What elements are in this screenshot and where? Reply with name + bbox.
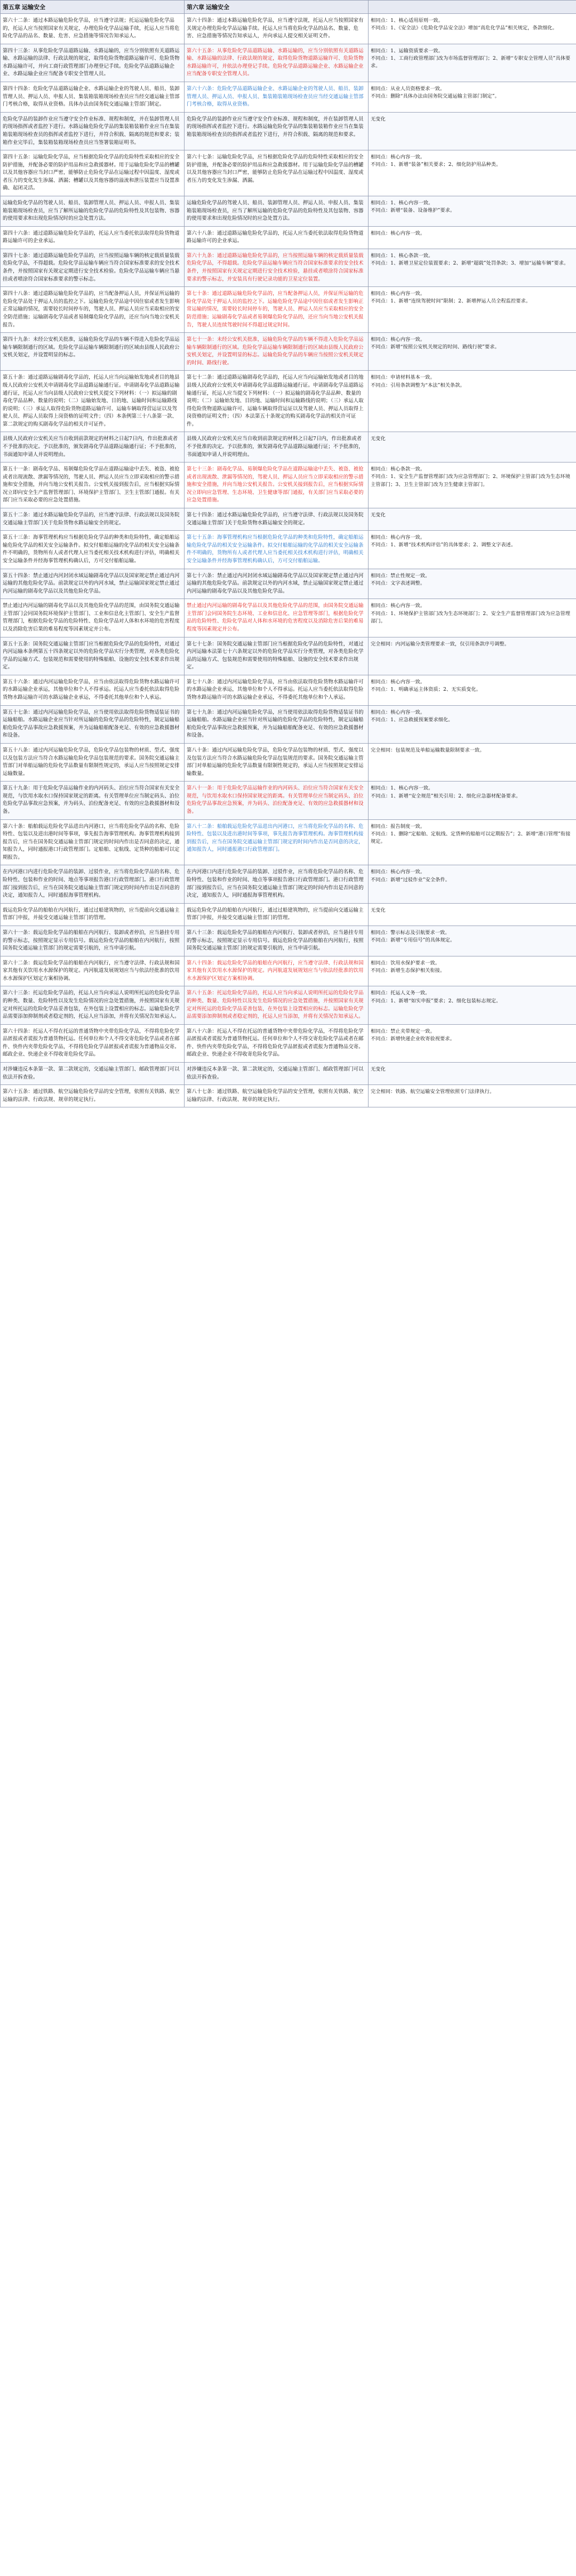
table-row xyxy=(1,508,576,531)
old-article-cell: 运输危险化学品的驾驶人员、船员、装卸管理人员、押运人员、申报人员、集装箱装箱现场检查员，应当了解所运输的危险化学品的危险特性及其包装物、容器的使用要求和出现危险情况时的应急处置方法。 xyxy=(1,196,185,226)
comparison-note-cell: 相同点：饮用水保护要求一致。 不同点：新增生态保护相关衔接。 xyxy=(369,956,576,986)
table-row xyxy=(1,637,576,675)
table-row xyxy=(1,819,576,865)
new-article-cell: 对涉嫌违反本条第一款、第二款规定的，交通运输主管部门、邮政管理部门可以依法开拆查验。 xyxy=(185,1063,369,1085)
table-row xyxy=(1,743,576,781)
old-article-cell: 第四十四条：危险化学品道路运输企业、水路运输企业的驾驶人员、船员、装卸管理人员、押运人员、申报人员、集装箱装箱现场检查员应当经交通运输主管部门考核合格，取得从业资格。具体办法由国务院交通运输主管部门制定。 xyxy=(1,82,185,113)
comparison-note-cell: 相同点：从业人员资格要求一致。 不同点：删除“具体办法由国务院交通运输主管部门制定”。 xyxy=(369,82,576,113)
new-article-cell: 第八十三条：载运危险化学品的船舶在内河航行、装卸或者停泊，应当悬挂专用的警示标志，按照规定显示专用信号。载运危险化学品的船舶在内河航行，按照国务院交通运输主管部门的规定需要引航的，应当申请引航。 xyxy=(185,926,369,956)
header-notes xyxy=(369,1,576,14)
table-row xyxy=(1,956,576,986)
old-article-cell: 第六十一条：载运危险化学品的船舶在内河航行、装卸或者停泊，应当悬挂专用的警示标志，按照规定显示专用信号。载运危险化学品的船舶在内河航行，按照国务院交通运输主管部门的规定需要引航的，应当申请引航。 xyxy=(1,926,185,956)
old-article-cell: 第四十七条：通过道路运输危险化学品的，应当按照运输车辆的核定载质量装载危险化学品，不得超载。危险化学品运输车辆应当符合国家标准要求的安全技术条件，并按照国家有关规定定期进行安全技术检验。危险化学品运输车辆应当悬挂或者喷涂符合国家标准要求的警示标志。 xyxy=(1,249,185,286)
new-article-cell: 在内河港口内进行危险化学品的装卸、过驳作业，应当将危险化学品的名称、危险特性、包装和作业的时间、地点等事项报告港口行政管理部门。港口行政管理部门接到报告后，应当在国务院交通运输主管部门规定的时间内作出是否同意的决定，通知报告人，同时通报海事管理机构。 xyxy=(185,865,369,903)
old-article-cell: 第六十三条：托运危险化学品的，托运人应当向承运人说明所托运的危险化学品的种类、数量、危险特性以及发生危险情况的应急处置措施，并按照国家有关规定对所托运的危险化学品妥善包装，在外包装上设置相应的标志。运输危险化学品需要添加抑制剂或者稳定剂的，托运人应当添加，并将有关情况告知承运人。 xyxy=(1,986,185,1024)
old-article-cell: 第六十条：船舶载运危险化学品进出内河港口，应当将危险化学品的名称、危险特性、包装以及进出港时间等事项，事先报告海事管理机构。海事管理机构接到报告后，应当在国务院交通运输主管部门规定的时间内作出是否同意的决定，通知报告人，同时通报港口行政管理部门。定船舶、定航线、定货种的船舶可以定期报告。 xyxy=(1,819,185,865)
comparison-note-cell: 相同点：核心内容一致。 xyxy=(369,226,576,249)
table-row xyxy=(1,150,576,196)
old-article-cell: 第四十三条：从事危险化学品道路运输、水路运输的，应当分别依照有关道路运输、水路运输的法律、行政法规的规定，取得危险货物道路运输许可、危险货物水路运输许可，并向工商行政管理部门办理登记手续。危险化学品道路运输企业、水路运输企业应当配备专职安全管理人员。 xyxy=(1,44,185,82)
old-article-cell: 第五十五条：国务院交通运输主管部门应当根据危险化学品的危险特性，对通过内河运输本条例第五十四条规定以外的危险化学品实行分类管理，对各类危险化学品的运输方式、包装规范和需要使用的特殊船舶、设施的安全技术要求作出规定。 xyxy=(1,637,185,675)
comparison-note-cell: 相同点：1、核心内容一致。 不同点：1、新增“安全规范”相关引用；2、细化应急器材配备要求。 xyxy=(369,781,576,819)
comparison-note-cell: 相同点：禁止夹带规定一致。 不同点：新增快递企业收寄验视要求。 xyxy=(369,1024,576,1062)
new-article-cell: 第七十六条：禁止通过内河封闭水域运输剧毒化学品以及国家规定禁止通过内河运输的其他危险化学品。前款规定以外的内河水域，禁止运输国家规定禁止通过内河运输的剧毒化学品以及其他危险化学品。 xyxy=(185,569,369,599)
table-row xyxy=(1,432,576,462)
comparison-note-cell: 无变化 xyxy=(369,1063,576,1085)
comparison-note-cell: 相同点：1、核心条款一致。 不同点：1、新增卫星定位装置要求；2、新增“超载”处罚条款；3、增加“运输车辆”要求。 xyxy=(369,249,576,286)
new-article-cell: 第七十九条：通过内河运输危险化学品，应当使用依法取得危险货物适装证书的运输船舶。水路运输企业应当针对所运输的危险化学品的危险特性，制定运输船舶危险化学品事故应急救援预案，并为运输船舶配备充足、有效的应急救援器材和设备。 xyxy=(185,705,369,743)
table-row xyxy=(1,599,576,637)
comparison-note-cell: 相同点：核心内容一致。 不同点：1、明确承运主体资质；2、无实质变化。 xyxy=(369,675,576,705)
comparison-note-cell: 相同点：核心条款一致。 不同点：1、安全生产监督管理部门改为应急管理部门；2、环境保护主管部门改为生态环境主管部门；3、卫生主管部门改为卫生健康主管部门。 xyxy=(369,462,576,508)
old-article-cell: 在内河港口内进行危险化学品的装卸、过驳作业，应当将危险化学品的名称、危险特性、包装和作业的时间、地点等事项报告港口行政管理部门。港口行政管理部门接到报告后，应当在国务院交通运输主管部门规定的时间内作出是否同意的决定，通知报告人，同时通报海事管理机构。 xyxy=(1,865,185,903)
comparison-note-cell: 无变化 xyxy=(369,508,576,531)
comparison-note-cell: 相同点：核心内容一致。 不同点：1、新增“连续驾驶时间”限制；2、新增押运人员全程监控要求。 xyxy=(369,287,576,333)
new-article-cell: 第八十二条：船舶载运危险化学品进出内河港口，应当将危险化学品的名称、危险特性、包装以及进出港时间等事项，事先报告海事管理机构。海事管理机构接到报告后，应当在国务院交通运输主管部门规定的时间内作出是否同意的决定，通知报告人，同时通报港口行政管理部门。 xyxy=(185,819,369,865)
old-article-cell: 县级人民政府公安机关应当自收到前款规定的材料之日起7日内，作出批准或者不予批准的决定。予以批准的，颁发剧毒化学品道路运输通行证；不予批准的，书面通知申请人并说明理由。 xyxy=(1,432,185,462)
old-article-cell: 第四十八条：通过道路运输危险化学品的，应当配备押运人员，并保证所运输的危险化学品处于押运人员的监控之下。运输危险化学品途中因住宿或者发生影响正常运输的情况，需要较长时间停车的，驾驶人员、押运人员应当采取相应的安全防范措施；运输剧毒化学品或者易制爆危险化学品的，还应当向当地公安机关报告。 xyxy=(1,287,185,333)
old-article-cell: 第四十六条：通过道路运输危险化学品的，托运人应当委托依法取得危险货物道路运输许可的企业承运。 xyxy=(1,226,185,249)
new-article-cell: 禁止通过内河运输的剧毒化学品以及其他危险化学品的范围，由国务院交通运输主管部门会同国务院生态环境、工业和信息化、应急管理等部门，根据危险化学品的危险特性、危险化学品对人体和水环境的危害程度以及消除危害后果的难易程度等因素规定并公布。 xyxy=(185,599,369,637)
new-article-cell: 第八十五条：托运危险化学品的，托运人应当向承运人说明所托运的危险化学品的种类、数量、危险特性以及发生危险情况的应急处置措施，并按照国家有关规定对所托运的危险化学品妥善包装，在外包装上设置相应的标志。运输危险化学品需要添加抑制剂或者稳定剂的，托运人应当添加，并将有关情况告知承运人。 xyxy=(185,986,369,1024)
comparison-note-cell: 完全相同：包装规范及单船运输数量限制要求一致。 xyxy=(369,743,576,781)
comparison-note-cell: 相同点：1、运输资质要求一致。 不同点：1、工商行政管理部门改为市场监督管理部门；2、新增“专职安全管理人员”具体要求。 xyxy=(369,44,576,82)
table-row xyxy=(1,82,576,113)
table-row xyxy=(1,903,576,926)
new-article-cell: 第八十四条：载运危险化学品的船舶在内河航行，应当遵守法律、行政法规和国家其他有关饮用水水源保护的规定。内河航道发展规划应当与依法经批准的饮用水水源保护区划定方案相协调。 xyxy=(185,956,369,986)
old-article-cell: 第五十条：通过道路运输剧毒化学品的，托运人应当向运输始发地或者目的地县级人民政府公安机关申请剧毒化学品道路运输通行证。申请剧毒化学品道路运输通行证，托运人应当向县级人民政府公安机关提交下列材料：（一）拟运输的剧毒化学品品种、数量的说明；（二）运输始发地、目的地、运输时间和运输路线的说明；（三）承运人取得危险货物道路运输许可、运输车辆取得营运证以及驾驶人员、押运人员取得上岗资格的证明文件；（四）本条例第三十八条第一款、第二款规定的购买剧毒化学品的相关许可证件。 xyxy=(1,371,185,432)
new-article-cell: 第六十五条：从事危险化学品道路运输、水路运输的，应当分别依照有关道路运输、水路运输的法律、行政法规的规定，取得危险货物道路运输许可、危险货物水路运输许可，并依法办理登记手续。危险化学品道路运输企业、水路运输企业应当配备专职安全管理人员。 xyxy=(185,44,369,82)
comparison-note-cell: 相同点：核心内容一致。 不同点：1、新增“技术机构评估”的具体要求；2、调整文字表述。 xyxy=(369,531,576,569)
new-article-cell: 载运危险化学品的船舶在内河航行，通过过船建筑物的，应当提前向交通运输主管部门申报，并接受交通运输主管部门的管理。 xyxy=(185,903,369,926)
new-article-cell: 第七十二条：通过道路运输剧毒化学品的，托运人应当向运输始发地或者目的地县级人民政府公安机关申请剧毒化学品道路运输通行证。申请剧毒化学品道路运输通行证，托运人应当提交下列材料：（一）拟运输的剧毒化学品品种、数量的说明；（二）运输始发地、目的地、运输时间和运输路线的说明；（三）承运人取得危险货物道路运输许可、运输车辆取得营运证以及驾驶人员、押运人员取得上岗资格的证明文件；（四）本法第五十条规定的购买剧毒化学品的相关许可证件。 xyxy=(185,371,369,432)
new-article-cell: 第八十六条：托运人不得在托运的普通货物中夹带危险化学品，不得将危险化学品匿报或者谎报为普通货物托运。任何单位和个人不得交寄危险化学品或者在邮件、快件内夹带危险化学品，不得将危险化学品匿报或者谎报为普通物品交寄。邮政企业、快递企业不得收寄危险化学品。 xyxy=(185,1024,369,1062)
old-article-cell: 第四十九条：未经公安机关批准，运输危险化学品的车辆不得进入危险化学品运输车辆限制通行的区域。危险化学品运输车辆限制通行的区域由县级人民政府公安机关划定，并设置明显的标志。 xyxy=(1,333,185,371)
table-row xyxy=(1,926,576,956)
comparison-note-cell: 相同点：1、核心适用原则一致。 不同点：1、《安全法》《危险化学品安全法》增加“高危化学品”相关规定，条款细化。 xyxy=(369,14,576,44)
table-row xyxy=(1,1024,576,1062)
comparison-note-cell: 相同点：核心内容一致。 不同点：1、环境保护主管部门改为生态环境部门；2、安全生产监督管理部门改为应急管理部门。 xyxy=(369,599,576,637)
table-row xyxy=(1,531,576,569)
comparison-note-cell: 相同点：核心内容一致。 不同点：新增“过驳作业”安全条件。 xyxy=(369,865,576,903)
table-body xyxy=(1,14,576,1107)
old-article-cell: 第六十二条：载运危险化学品的船舶在内河航行，应当遵守法律、行政法规和国家其他有关饮用水水源保护的规定。内河航道发展规划应当与依法经批准的饮用水水源保护区划定方案相协调。 xyxy=(1,956,185,986)
comparison-note-cell: 完全相同：内河运输分类管理要求一致，仅引用条款序号调整。 xyxy=(369,637,576,675)
comparison-table xyxy=(0,0,576,1107)
old-article-cell: 第六十五条：通过铁路、航空运输危险化学品的安全管理，依照有关铁路、航空运输的法律、行政法规、规章的规定执行。 xyxy=(1,1085,185,1107)
new-article-cell: 运输危险化学品的驾驶人员、船员、装卸管理人员、押运人员、申报人员、集装箱装箱现场检查员，应当了解所运输的危险化学品的危险特性及其包装物、容器的使用要求和出现危险情况时的应急处置方法。 xyxy=(185,196,369,226)
comparison-note-cell: 相同点：核心内容一致。 不同点：1、应急救援预案要求细化。 xyxy=(369,705,576,743)
new-article-cell: 第七十五条：海事管理机构应当根据危险化学品的种类和危险特性，确定船舶运输危险化学品的相关安全运输条件。拟交付船舶运输的化学品的相关安全运输条件不明确的，货物所有人或者代理人应当委托相关技术机构进行评估，明确相关安全运输条件并经海事管理机构确认后，方可交付船舶运输。 xyxy=(185,531,369,569)
table-row xyxy=(1,462,576,508)
table-row xyxy=(1,14,576,44)
old-article-cell: 第四十五条：运输危险化学品，应当根据危险化学品的危险特性采取相应的安全防护措施，并配备必要的防护用品和应急救援器材。用于运输危险化学品的槽罐以及其他容器应当封口严密，能够防止危险化学品在运输过程中因温度、湿度或者压力的变化发生渗漏、洒漏；槽罐以及其他容器的溢流和泄压装置应当设置准确、起闭灵活。 xyxy=(1,150,185,196)
comparison-note-cell: 相同点：核心内容一致。 不同点：1、新增“装备”相关要求；2、细化防护用品种类。 xyxy=(369,150,576,196)
table-row xyxy=(1,1063,576,1085)
old-article-cell: 第五十九条：用于危险化学品运输作业的内河码头、泊位应当符合国家有关安全规范，与饮用水取水口保持国家规定的距离。有关管理单位应当制定码头、泊位危险化学品事故应急预案，并为码头、泊位配备充足、有效的应急救援器材和设备。 xyxy=(1,781,185,819)
old-article-cell: 第五十一条：剧毒化学品、易制爆危险化学品在道路运输途中丢失、被盗、被抢或者出现流散、泄漏等情况的，驾驶人员、押运人员应当立即采取相应的警示措施和安全措施，并向当地公安机关报告。公安机关接到报告后，应当根据实际情况立即向安全生产监督管理部门、环境保护主管部门、卫生主管部门通报。有关部门应当采取必要的应急处置措施。 xyxy=(1,462,185,508)
header-new-chapter: 第六章 运输安全 xyxy=(185,1,369,14)
new-article-cell: 第七十一条：未经公安机关批准，运输危险化学品的车辆不得进入危险化学品运输车辆限制通行的区域。危险化学品运输车辆限制通行的区域由县级人民政府公安机关划定，并设置明显的标志。运输危险化学品的车辆应当按照公安机关规定的时间、路线行驶。 xyxy=(185,333,369,371)
comparison-note-cell: 无变化 xyxy=(369,432,576,462)
old-article-cell: 第五十六条：通过内河运输危险化学品，应当由依法取得危险货物水路运输许可的水路运输企业承运，其他单位和个人不得承运。托运人应当委托依法取得危险货物水路运输许可的水路运输企业承运，不得委托其他单位和个人承运。 xyxy=(1,675,185,705)
new-article-cell: 第六十九条：通过道路运输危险化学品的，应当按照运输车辆的核定载质量装载危险化学品，不得超载。危险化学品运输车辆应当符合国家标准要求的安全技术条件，并按照国家有关规定定期进行安全技术检验，悬挂或者喷涂符合国家标准要求的警示标志，并安装具有行驶记录功能的卫星定位装置。 xyxy=(185,249,369,286)
old-article-cell: 第五十四条：禁止通过内河封闭水域运输剧毒化学品以及国家规定禁止通过内河运输的其他危险化学品。前款规定以外的内河水域，禁止运输国家规定禁止通过内河运输的剧毒化学品以及其他危险化学品。 xyxy=(1,569,185,599)
table-row xyxy=(1,705,576,743)
table-row xyxy=(1,44,576,82)
new-article-cell: 第七十七条：国务院交通运输主管部门应当根据危险化学品的危险特性，对通过内河运输本法第七十六条规定以外的危险化学品实行分类管理，对各类危险化学品的运输方式、包装规范和需要使用的特殊船舶、设施的安全技术要求作出规定。 xyxy=(185,637,369,675)
old-article-cell: 第六十二条：通过本路运输危险化学品，应当遵守法规；托运运输危险化学品的，托运人应当按照国家有关规定，办理危险化学品运输手续，托运人应当将危险化学品的品名、数量、危害、应急措施等情况告知承运人。 xyxy=(1,14,185,44)
new-article-cell: 第八十七条：通过铁路、航空运输危险化学品的安全管理，依照有关铁路、航空运输的法律、行政法规、规章的规定执行。 xyxy=(185,1085,369,1107)
new-article-cell: 第八十一条：用于危险化学品运输作业的内河码头、泊位应当符合国家有关安全规范，与饮用水取水口保持国家规定的距离。有关管理单位应当制定码头、泊位危险化学品事故应急预案，并为码头、泊位配备充足、有效的应急救援器材和设备。 xyxy=(185,781,369,819)
table-row xyxy=(1,986,576,1024)
comparison-note-cell: 相同点：禁止性规定一致。 不同点：文字表述调整。 xyxy=(369,569,576,599)
table-row xyxy=(1,333,576,371)
new-article-cell: 第七十八条：通过内河运输危险化学品，应当由依法取得危险货物水路运输许可的水路运输企业承运，其他单位和个人不得承运。托运人应当委托依法取得危险货物水路运输许可的水路运输企业承运，不得委托其他单位和个人承运。 xyxy=(185,675,369,705)
comparison-note-cell: 相同点：报告制度一致。 不同点：1、删除“定船舶、定航线、定货种的船舶可以定期报告”；2、新增“港口管理”衔接规定。 xyxy=(369,819,576,865)
new-article-cell: 第八十条：通过内河运输危险化学品，危险化学品包装物的材质、型式、强度以及包装方法应当符合水路运输危险化学品包装规范的要求。国务院交通运输主管部门对单船运输的危险化学品数量有限制性规定的，承运人应当按照规定安排运输数量。 xyxy=(185,743,369,781)
new-article-cell: 第七十三条：剧毒化学品、易制爆危险化学品在道路运输途中丢失、被盗、被抢或者出现流散、泄漏等情况的，驾驶人员、押运人员应当立即采取相应的警示措施和安全措施，并向当地公安机关报告。公安机关接到报告后，应当根据实际情况立即向应急管理、生态环境、卫生健康等部门通报，有关部门应当采取必要的应急处置措施。 xyxy=(185,462,369,508)
comparison-note-cell: 完全相同：铁路、航空运输安全管理依照专门法律执行。 xyxy=(369,1085,576,1107)
table-row xyxy=(1,569,576,599)
old-article-cell: 第五十七条：通过内河运输危险化学品，应当使用依法取得危险货物适装证书的运输船舶。水路运输企业应当针对所运输的危险化学品的危险特性，制定运输船舶危险化学品事故应急救援预案，并为运输船舶配备充足、有效的应急救援器材和设备。 xyxy=(1,705,185,743)
table-row xyxy=(1,1085,576,1107)
new-article-cell: 危险化学品的装卸作业应当遵守安全作业标准、规程和制度，并在装卸管理人员的现场指挥或者监控下进行。水路运输危险化学品的集装箱装箱作业应当在集装箱装箱现场检查员的指挥或者监控下进行，并符合积载、隔离的规范和要求。 xyxy=(185,112,369,150)
table-row xyxy=(1,226,576,249)
new-article-cell: 第六十四条：通过本路运输危险化学品，应当遵守法规，托运人应当按照国家有关规定办理危险化学品运输手续。托运人应当将危险化学品的品名、数量、危害、应急措施等情况告知承运人，并向承运人提交相关证明文件。 xyxy=(185,14,369,44)
comparison-note-cell: 相同点：申请材料基本一致。 不同点：引用条款调整为“本法”相关条款。 xyxy=(369,371,576,432)
new-article-cell: 第六十八条：通过道路运输危险化学品的，托运人应当委托依法取得危险货物道路运输许可的企业承运。 xyxy=(185,226,369,249)
new-article-cell: 第七十条：通过道路运输危险化学品的，应当配备押运人员，并保证所运输的危险化学品处于押运人员的监控之下。运输危险化学品途中因住宿或者发生影响正常运输的情况，需要较长时间停车的，驾驶人员、押运人员应当采取相应的安全防范措施；运输剧毒化学品或者易制爆危险化学品的，还应当向当地公安机关报告，驾驶人员连续驾驶时间不得超过规定时间。 xyxy=(185,287,369,333)
old-article-cell: 第五十三条：海事管理机构应当根据危险化学品的种类和危险特性，确定船舶运输危险化学品的相关安全运输条件。拟交付船舶运输的化学品的相关安全运输条件不明确的，货物所有人或者代理人应当委托相关技术机构进行评估，明确相关安全运输条件并经海事管理机构确认后，方可交付船舶运输。 xyxy=(1,531,185,569)
old-article-cell: 禁止通过内河运输的剧毒化学品以及其他危险化学品的范围，由国务院交通运输主管部门会同国务院环境保护主管部门、工业和信息化主管部门、安全生产监督管理部门，根据危险化学品的危险特性、危险化学品对人体和水环境的危害程度以及消除危害后果的难易程度等因素规定并公布。 xyxy=(1,599,185,637)
comparison-note-cell: 相同点：托运人义务一致。 不同点：1、新增“如实申报”要求；2、细化包装标志规定。 xyxy=(369,986,576,1024)
table-row xyxy=(1,371,576,432)
comparison-note-cell: 无变化 xyxy=(369,903,576,926)
table-row xyxy=(1,781,576,819)
table-row xyxy=(1,249,576,286)
new-article-cell: 县级人民政府公安机关应当自收到前款规定的材料之日起7日内，作出批准或者不予批准的决定。予以批准的，颁发剧毒化学品道路运输通行证；不予批准的，书面通知申请人并说明理由。 xyxy=(185,432,369,462)
comparison-note-cell: 相同点：1、核心内容一致。 不同点：新增“装备、设备维护”要求。 xyxy=(369,196,576,226)
comparison-note-cell: 相同点：警示标志及引航要求一致。 不同点：新增“专用信号”的具体规定。 xyxy=(369,926,576,956)
old-article-cell: 第五十八条：通过内河运输危险化学品，危险化学品包装物的材质、型式、强度以及包装方法应当符合水路运输危险化学品包装规范的要求。国务院交通运输主管部门对单船运输的危险化学品数量有限制性规定的，承运人应当按照规定安排运输数量。 xyxy=(1,743,185,781)
old-article-cell: 载运危险化学品的船舶在内河航行，通过过船建筑物的，应当提前向交通运输主管部门申报，并接受交通运输主管部门的管理。 xyxy=(1,903,185,926)
new-article-cell: 第六十七条：运输危险化学品，应当根据危险化学品的危险特性采取相应的安全防护措施，并配备必要的防护用品和应急救援器材。用于运输危险化学品的槽罐以及其他容器应当封口严密，能够防止危险化学品在运输过程中因温度、湿度或者压力的变化发生渗漏、洒漏。 xyxy=(185,150,369,196)
comparison-note-cell: 相同点：核心内容一致。 不同点：新增“按照公安机关规定的时间、路线行驶”要求。 xyxy=(369,333,576,371)
new-article-cell: 第六十六条：危险化学品道路运输企业、水路运输企业的驾驶人员、船员、装卸管理人员、押运人员、申报人员、集装箱装箱现场检查员应当经交通运输主管部门考核合格，取得从业资格。 xyxy=(185,82,369,113)
old-article-cell: 对涉嫌违反本条第一款、第二款规定的，交通运输主管部门、邮政管理部门可以依法开拆查验。 xyxy=(1,1063,185,1085)
new-article-cell: 第七十四条：通过水路运输危险化学品的，应当遵守法律、行政法规以及国务院交通运输主管部门关于危险货物水路运输安全的规定。 xyxy=(185,508,369,531)
table-header-row xyxy=(1,1,576,14)
table-row xyxy=(1,287,576,333)
table-row xyxy=(1,675,576,705)
old-article-cell: 危险化学品的装卸作业应当遵守安全作业标准、规程和制度，并在装卸管理人员的现场指挥或者监控下进行。水路运输危险化学品的集装箱装箱作业应当在集装箱装箱现场检查员的指挥或者监控下进行，并符合积载、隔离的规范和要求；装箱作业完毕后，集装箱装箱现场检查员应当签署装箱证明书。 xyxy=(1,112,185,150)
table-row xyxy=(1,865,576,903)
old-article-cell: 第五十二条：通过水路运输危险化学品的，应当遵守法律、行政法规以及国务院交通运输主管部门关于危险货物水路运输安全的规定。 xyxy=(1,508,185,531)
table-row xyxy=(1,112,576,150)
table-row xyxy=(1,196,576,226)
header-old-chapter: 第五章 运输安全 xyxy=(1,1,185,14)
comparison-note-cell: 无变化 xyxy=(369,112,576,150)
old-article-cell: 第六十四条：托运人不得在托运的普通货物中夹带危险化学品，不得将危险化学品匿报或者谎报为普通货物托运。任何单位和个人不得交寄危险化学品或者在邮件、快件内夹带危险化学品，不得将危险化学品匿报或者谎报为普通物品交寄。邮政企业、快递企业不得收寄危险化学品。 xyxy=(1,1024,185,1062)
